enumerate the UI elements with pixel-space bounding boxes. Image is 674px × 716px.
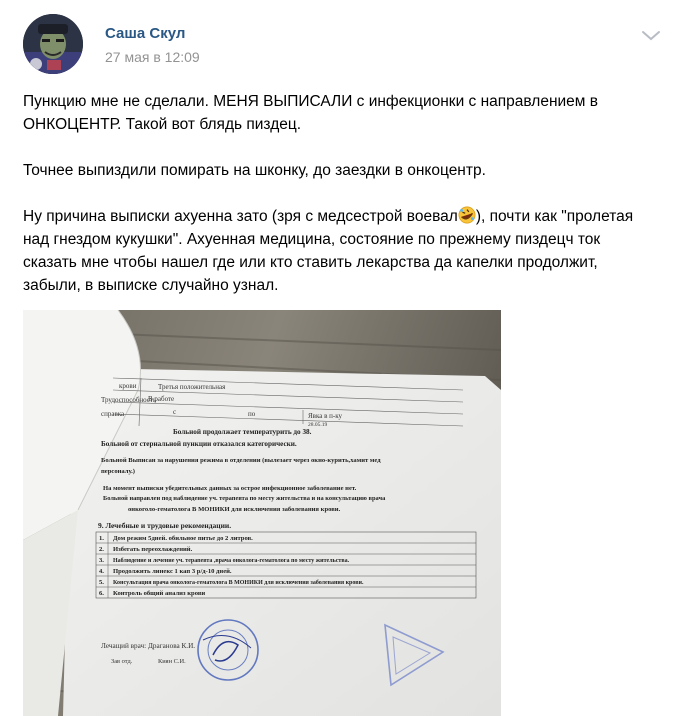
post-header — [23, 14, 663, 76]
post-date[interactable]: 27 мая в 12:09 — [105, 49, 200, 65]
doc-line: На момент выписки убедительных данных за острое инфекционное заболевание нет. — [103, 485, 357, 492]
rec-number: 2. — [99, 546, 104, 553]
avatar-image — [23, 14, 83, 74]
rec-text: Консультация врача онколога-гематолога В МОНИКИ для исключения заболевания крови. — [113, 580, 364, 586]
post-text — [23, 90, 653, 320]
head-label: Зав отд. — [111, 658, 133, 665]
author-name[interactable]: Саша Скул — [105, 25, 186, 42]
doc-cell: по — [248, 410, 256, 418]
post-text-part: ), почти как "пролетая над гнездом кукушки". Ахуенная медицина, состояние по прежнему пиздецч ток сказать мне чтобы нашел где или кто ставить лекарства да капелки продолжит, забыли, в выписке случайно узнал. — [23, 208, 634, 294]
doc-line: Больной направлен под наблюдение уч. терапевта по месту жительства и на консультацию врача — [103, 495, 386, 502]
rec-number: 6. — [99, 590, 104, 597]
rec-text: Наблюдение и лечение уч. терапевта ,врача онколога-гематолога по месту жительства. — [113, 558, 350, 564]
avatar[interactable] — [23, 14, 83, 74]
post-paragraph — [23, 205, 653, 297]
post-photo[interactable] — [23, 310, 501, 716]
rec-number: 3. — [99, 557, 104, 564]
doc-cell: Явка в п-ку — [308, 412, 343, 420]
doc-cell: Третья положительная — [158, 383, 226, 391]
doc-line: персоналу.) — [101, 468, 135, 475]
doc-line: Больной от стернальной пункции отказался категорически. — [101, 440, 297, 448]
doc-cell: Трудоспособность — [101, 396, 157, 404]
post-text-part: Ну причина выписки ахуенна зато (зря с медсестрой воевал — [23, 208, 458, 225]
rec-text: Дом режим 5дней. обильное питье до 2 литров. — [113, 535, 253, 542]
post-paragraph: Пункцию мне не сделали. МЕНЯ ВЫПИСАЛИ с инфекционки с направлением в ОНКОЦЕНТР. Такой вот блядь пиздец. — [23, 93, 598, 133]
chevron-down-icon[interactable] — [639, 28, 663, 44]
rec-text: Избегать переохлаждений. — [113, 546, 193, 553]
rec-text: Контроль общий анализ крови — [113, 590, 206, 597]
rec-number: 1. — [99, 535, 104, 542]
rolling-laughing-emoji-icon — [458, 206, 476, 224]
doc-cell: крови — [119, 382, 137, 390]
doc-cell: с — [173, 408, 177, 416]
doc-cell: 28.05.19 — [308, 422, 328, 428]
doc-line: Больной Выписан за нарушения режима в отделении (вылезает через окно-курить,хамит мед — [101, 457, 381, 464]
doc-line: онкоголо-гематолога В МОНИКИ для исключения заболевания крови. — [128, 506, 341, 513]
rec-number: 4. — [99, 568, 104, 575]
doctor-line: Лечащий врач: Драганова К.И. — [101, 642, 196, 650]
doc-rec-title: 9. Лечебные и трудовые рекомендации. — [98, 521, 232, 530]
doc-cell: В работе — [148, 395, 175, 403]
rec-number: 5. — [99, 579, 104, 586]
post-paragraph: Точнее выпиздили помирать на шконку, до заездки в онкоцентр. — [23, 162, 486, 179]
doc-cell: справка — [101, 410, 125, 418]
doc-line: Больной продолжает температурить до 38. — [173, 428, 312, 436]
rec-text: Продолжить линекс 1 кап 3 р/д-10 дней. — [113, 568, 232, 575]
head-name: Киян С.И. — [158, 658, 186, 665]
medical-document-photo — [23, 310, 501, 716]
